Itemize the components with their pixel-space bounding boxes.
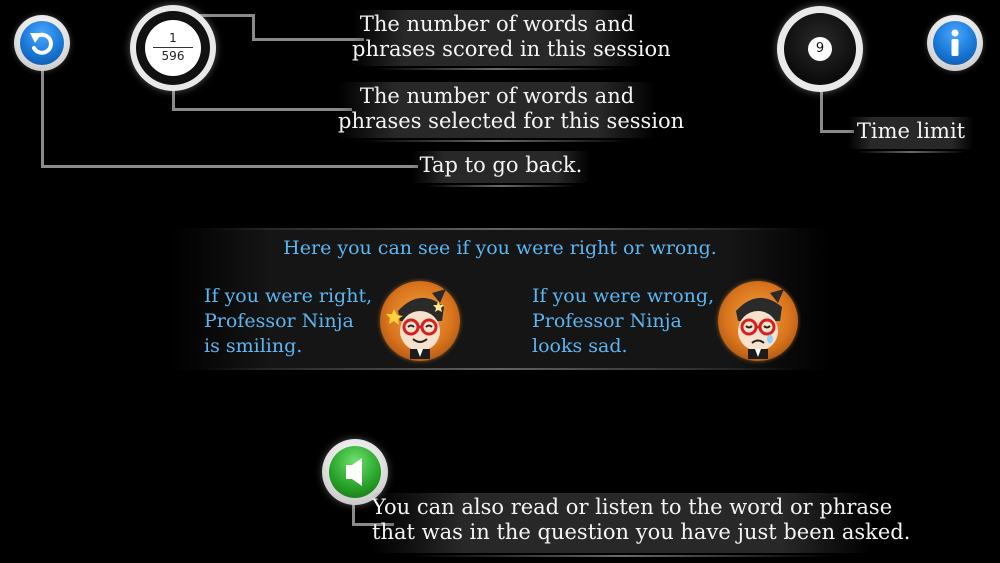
- scored-caption-line1: The number of words and: [359, 12, 635, 36]
- right-line2: Professor Ninja: [204, 310, 354, 332]
- connector-back-horizontal: [41, 165, 418, 168]
- back-caption: [412, 151, 590, 183]
- right-line3: is smiling.: [204, 335, 303, 357]
- feedback-heading: Here you can see if you were right or wrong.: [283, 237, 717, 259]
- audio-caption: [372, 493, 911, 553]
- audio-caption-line2: that was in the question you have just been asked.: [372, 520, 911, 544]
- scored-caption: [352, 10, 671, 66]
- connector-audio-a: [352, 503, 355, 525]
- connector-back-vertical: [41, 66, 44, 167]
- selected-caption-line1: The number of words and: [359, 84, 635, 108]
- time-limit-caption: [848, 117, 974, 149]
- selected-caption: [338, 82, 685, 138]
- sad-ninja-icon: [718, 281, 798, 361]
- connector-scored-c: [252, 38, 364, 41]
- connector-timer-a: [820, 90, 823, 132]
- wrong-line2: Professor Ninja: [532, 310, 682, 332]
- info-button[interactable]: [927, 15, 983, 71]
- counter-divider: [153, 47, 193, 48]
- back-caption-text: Tap to go back.: [419, 153, 583, 177]
- selected-caption-line2: phrases selected for this session: [338, 109, 685, 133]
- back-arrow-icon: [20, 21, 64, 65]
- time-limit-text: Time limit: [856, 119, 966, 143]
- scored-caption-line2: phrases scored in this session: [352, 37, 671, 61]
- back-button[interactable]: [14, 15, 70, 71]
- wrong-description: [532, 284, 714, 359]
- timer-value: 9: [808, 37, 832, 61]
- info-icon: [933, 21, 977, 65]
- connector-scored-b: [252, 14, 255, 40]
- happy-ninja-icon: [380, 281, 460, 361]
- selected-count: 596: [161, 49, 185, 63]
- timer: [777, 6, 863, 92]
- right-description: [204, 284, 372, 359]
- wrong-line3: looks sad.: [532, 335, 628, 357]
- speaker-icon: [329, 446, 381, 498]
- feedback-panel: [170, 228, 830, 370]
- word-counter: [130, 5, 216, 91]
- wrong-line1: If you were wrong,: [532, 285, 715, 307]
- scored-count: 1: [169, 31, 177, 45]
- right-line1: If you were right,: [204, 285, 373, 307]
- audio-caption-line1: You can also read or listen to the word or phrase: [372, 495, 893, 519]
- connector-selected-b: [172, 108, 352, 111]
